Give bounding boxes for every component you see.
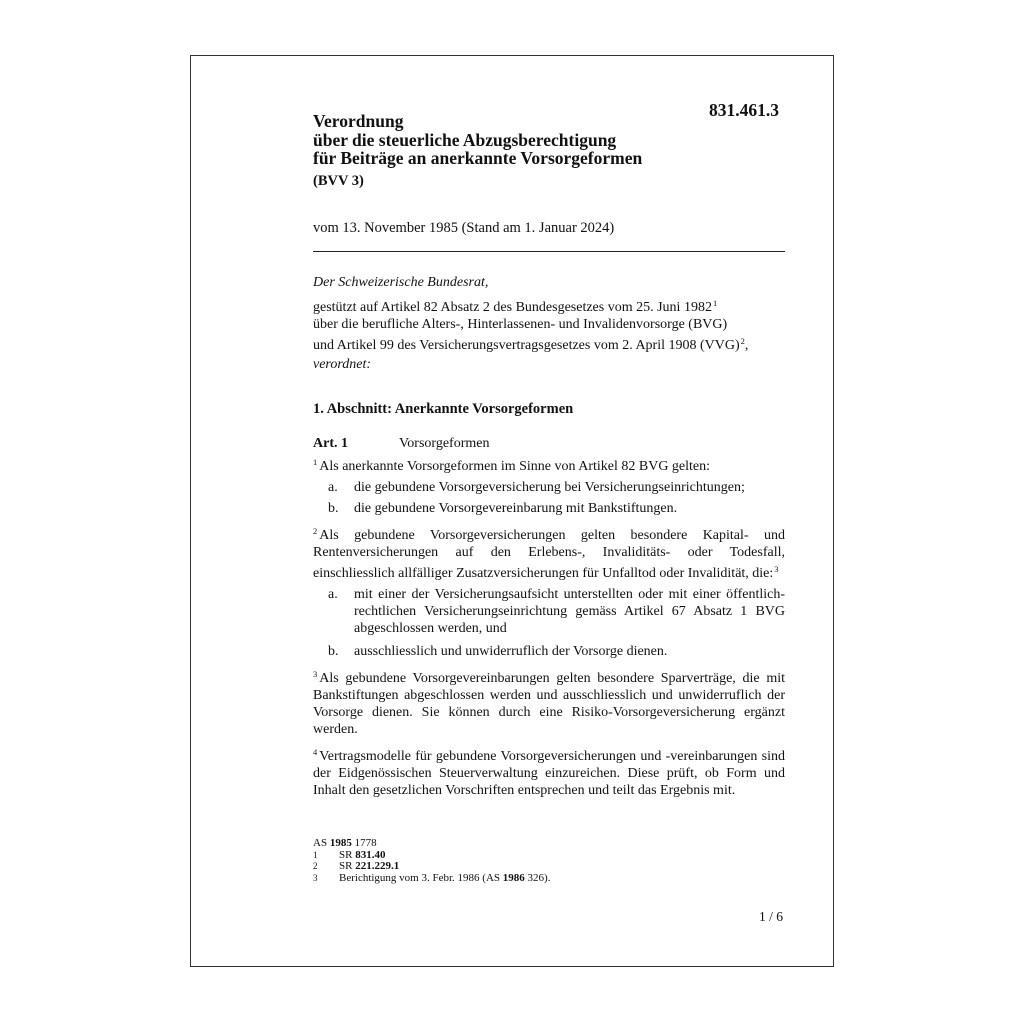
footnote-number: 1 (313, 849, 318, 860)
paragraph-number: 4 (313, 747, 318, 757)
footnote-number: 2 (313, 861, 318, 871)
short-title: (BVV 3) (313, 172, 364, 189)
list-item-text: die gebundene Vorsorgeversicherung bei Versicherungseinrichtungen; (354, 480, 745, 495)
list-item-text: ausschliesslich und unwiderruflich der Vorsorge dienen. (354, 644, 668, 659)
list-item-text: mit einer der Versicherungsaufsicht unterstellten oder mit einer öffentlich-rechtlichen Versicherungseinrichtung gemäss Artikel 67 Absatz 1 BVG abgeschlossen werden, und (354, 587, 785, 636)
legal-basis-line: gestützt auf Artikel 82 Absatz 2 des Bundesgesetzes vom 25. Juni 1982$^1$ (313, 298, 718, 315)
paragraph-1: $^1$ Als anerkannte Vorsorgeformen im Sinne von Artikel 82 BVG gelten: (313, 457, 711, 474)
footnote-ref: 3 (774, 564, 779, 574)
paragraph-4: $^4$ Vertragsmodelle für gebundene Vorsorgeversicherungen und -vereinbarungen sind der Eidgenössischen Steuerverwaltung einzureichen. Diese prüft, ob Form und Inhalt den gesetzlichen Vorschriften entsprechen und teilt das Ergebnis mit. (313, 747, 785, 798)
title-line: für Beiträge an anerkannte Vorsorgeformen (313, 148, 643, 168)
header-divider (313, 251, 785, 252)
date-line: vom 13. November 1985 (Stand am 1. Januar 2024) (313, 220, 615, 236)
title-line: Verordnung (313, 111, 404, 131)
paragraph-number: 3 (313, 669, 318, 679)
as-reference: AS 1985 1778 (313, 837, 377, 849)
list-item (313, 643, 785, 660)
footnote-ref: 2 (740, 336, 745, 346)
list-item-letter: b. (328, 501, 339, 516)
list-item-text: die gebundene Vorsorgevereinbarung mit Bankstiftungen. (354, 501, 678, 516)
document-page (190, 55, 834, 967)
paragraph-3: $^3$ Als gebundene Vorsorgevereinbarungen gelten besondere Sparverträge, die mit Bankstiftungen abgeschlossen werden und ausschliesslich und unwiderruflich der Vorsorge dienen. Sie können durch eine Risiko-Vorsorgeversicherung ergänzt werden. (313, 669, 785, 737)
list-item-letter: a. (328, 587, 338, 602)
document-title (313, 112, 642, 190)
legal-basis-line: über die berufliche Alters-, Hinterlassenen- und Invalidenvorsorge (BVG) (313, 317, 728, 332)
paragraph-2: $^2$ Als gebundene Vorsorgeversicherungen gelten besondere Kapital- und Rentenversicherungen auf den Erlebens-, Invaliditäts- oder Todesfall, einschliesslich allfälliger Zusatzversicherungen für Unfalltod oder Invalidität, die:$^3$ (313, 526, 785, 581)
footnote-ref: 1 (712, 298, 718, 308)
article-number: Art. 1 (313, 436, 348, 451)
title-line: über die steuerliche Abzugsberechtigung (313, 129, 617, 150)
sr-number: 831.461.3 (709, 100, 779, 120)
article-title: Vorsorgeformen (399, 436, 490, 451)
list-item (313, 500, 785, 517)
list-item (313, 586, 785, 637)
section-title: 1. Abschnitt: Anerkannte Vorsorgeformen (313, 401, 574, 417)
footnote: 2 SR 221.229.1 (313, 860, 400, 872)
footnote: 1 SR 831.40 (313, 848, 386, 861)
footnote-number: 3 (313, 872, 318, 883)
issuing-authority: Der Schweizerische Bundesrat, (313, 275, 489, 290)
list-item-letter: b. (328, 644, 339, 659)
list-item-letter: a. (328, 480, 338, 495)
document-body (313, 274, 785, 799)
article-heading (313, 435, 785, 452)
page-number: 1 / 6 (759, 909, 784, 924)
list-item (313, 479, 785, 496)
footnotes (313, 838, 550, 884)
paragraph-number: 1 (313, 457, 318, 467)
paragraph-number: 2 (313, 526, 318, 536)
legal-basis-line: und Artikel 99 des Versicherungsvertragsgesetzes vom 2. April 1908 (VVG)$^2$, (313, 336, 749, 353)
footnote: 3 Berichtigung vom 3. Febr. 1986 (AS 1986 326). (313, 871, 551, 884)
decree-word: verordnet: (313, 357, 372, 372)
legal-basis (313, 295, 785, 354)
